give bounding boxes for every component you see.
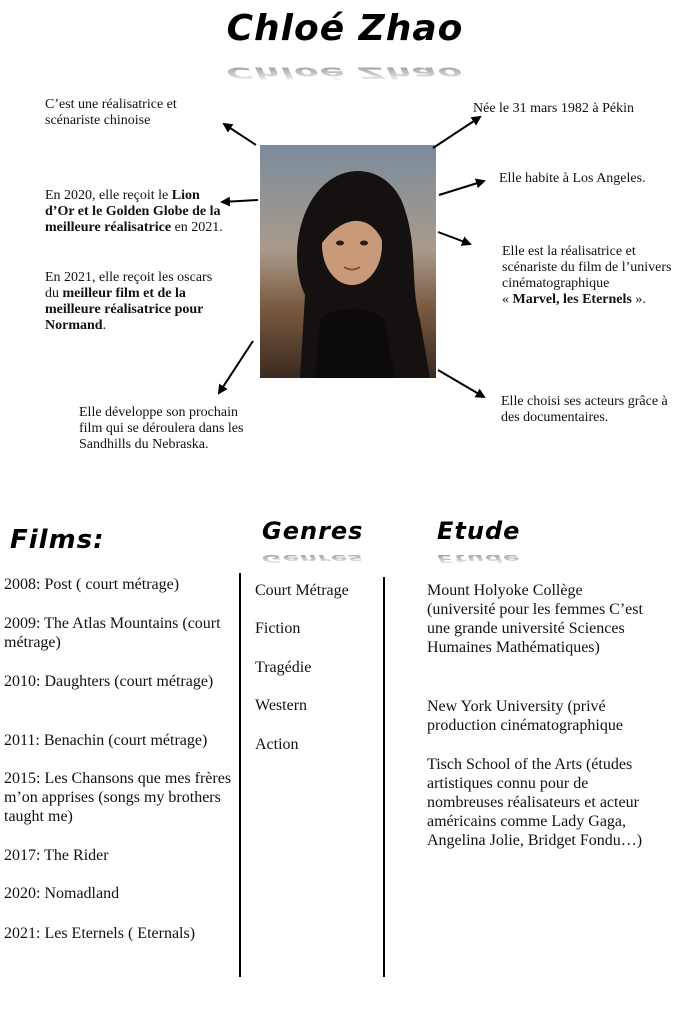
note-left-2-text-a: En 2020, elle reçoit le — [45, 188, 172, 203]
note-left-3-text-a: En 2021, elle reçoit les oscars du — [45, 270, 213, 301]
note-left-2-text-b: Lion d’Or et le Golden Globe de la meilleure réalisatrice — [45, 188, 221, 235]
note-right-3-text-c: Marvel, les Eternels — [512, 292, 632, 307]
genres-heading-reflection: Genres — [262, 552, 364, 565]
genre-item: Tragédie — [255, 659, 312, 676]
arrow-right4 — [438, 370, 484, 397]
note-left-1: C’est une réalisatrice et scénariste chinoise — [45, 97, 177, 128]
arrow-bottom-left — [219, 341, 253, 393]
film-item: 2020: Nomadland — [4, 885, 120, 902]
column-divider-left — [239, 573, 241, 977]
genre-item: Court Métrage — [255, 582, 349, 599]
note-left-3-text-b: meilleur film et de la meilleure réalisatrice pour Normand — [45, 286, 204, 333]
note-right-3-text-a: Elle est la réalisatrice et scénariste du film de l’univers cinématographique — [502, 244, 672, 291]
arrow-left2 — [222, 200, 258, 202]
film-item: 2008: Post ( court métrage) — [4, 576, 180, 593]
note-right-3 — [502, 244, 682, 308]
column-divider-right — [383, 577, 385, 977]
genre-item: Western — [255, 697, 308, 714]
film-item: 2021: Les Eternels ( Eternals) — [4, 925, 196, 942]
arrow-right2 — [439, 181, 484, 195]
note-right-4: Elle choisi ses acteurs grâce à des documentaires. — [501, 394, 668, 425]
arrow-right1 — [433, 117, 480, 148]
genre-item: Action — [255, 736, 299, 753]
etude-item: New York University (privé production cinématographique — [427, 698, 623, 734]
film-item: 2015: Les Chansons que mes frères m’on apprises (songs my brothers taught me) — [4, 770, 232, 825]
genre-item: Fiction — [255, 620, 301, 637]
etude-heading-reflection: Etude — [437, 552, 521, 565]
films-heading: Films: — [10, 525, 105, 555]
note-bottom-left: Elle développe son prochain film qui se déroulera dans les Sandhills du Nebraska. — [79, 405, 244, 452]
note-right-3-text-b: « — [502, 292, 513, 307]
film-item: 2009: The Atlas Mountains (court métrage) — [4, 615, 221, 651]
note-right-2: Elle habite à Los Angeles. — [499, 171, 646, 186]
note-right-1: Née le 31 mars 1982 à Pékin — [473, 101, 634, 116]
genres-heading: Genres — [262, 517, 364, 545]
page-title: Chloé Zhao — [226, 8, 464, 49]
note-left-2 — [45, 188, 227, 236]
film-item: 2011: Benachin (court métrage) — [4, 732, 208, 749]
film-item: 2010: Daughters (court métrage) — [4, 673, 214, 690]
film-item: 2017: The Rider — [4, 847, 109, 864]
note-left-3 — [45, 270, 220, 334]
note-left-2-text-c: en 2021. — [171, 220, 223, 235]
note-left-3-text-c: . — [102, 318, 107, 333]
arrow-left1 — [224, 124, 256, 145]
page-title-reflection: Chloé Zhao — [0, 64, 690, 82]
note-right-3-text-d: ». — [631, 292, 646, 307]
etude-item: Tisch School of the Arts (études artistiques connu pour de nombreuses réalisateurs et acteur américains comme Lady Gaga, Angelina Jolie, Bridget Fondu…) — [427, 756, 643, 849]
etude-item: Mount Holyoke Collège (université pour les femmes C’est une grande université Sciences Humaines Mathématiques) — [427, 582, 643, 656]
etude-heading: Etude — [437, 517, 521, 545]
arrow-right3 — [438, 232, 470, 244]
